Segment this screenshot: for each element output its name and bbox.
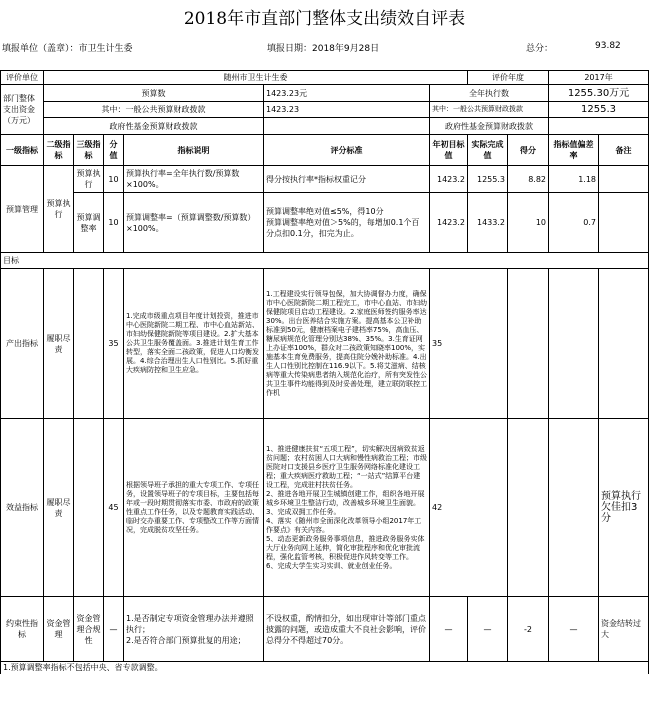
desc-cell: 预算调整率=（预算调整数/预算数）×100%。	[124, 193, 264, 253]
actual-cell: 1255.3	[468, 166, 508, 193]
level3-cell: 预算调整率	[74, 193, 104, 253]
fill-unit: 填报单位（盖章）：市卫生计生委	[2, 44, 133, 54]
got-cell: 8.82	[508, 166, 549, 193]
exec-gov-label: 政府性基金预算财政拨款	[430, 118, 549, 135]
level2-budget-exec: 预算执行	[44, 166, 74, 253]
table-row	[1, 597, 649, 662]
level3-effect	[74, 419, 104, 597]
header-note: 备注	[599, 135, 649, 166]
exec-label: 全年执行数	[430, 85, 549, 102]
level3-cell: 预算执行	[74, 166, 104, 193]
desc-cell: 根据领导班子承担的重大专项工作、专项任务，设置领导班子的专项目标，主要包括每年或一段时期贯彻落实市委、市政府的政策性重点工作任务，以及专题教育实践活动、临时交办重要工作、专项整改工作等方面情况，完成脱贫攻坚任务。	[124, 419, 264, 597]
goal-label: 目标	[1, 253, 649, 269]
budget-label: 预算数	[44, 85, 264, 102]
level1-effect: 效益指标	[1, 419, 44, 597]
level2-output: 履职尽责	[44, 269, 74, 419]
header-deviation: 指标值偏差率	[549, 135, 599, 166]
evaluation-table	[0, 70, 649, 674]
level3-output	[74, 269, 104, 419]
got-cell: -2	[508, 597, 549, 662]
gov-fund-label: 政府性基金预算财政拨款	[44, 118, 264, 135]
actual-cell: —	[468, 597, 508, 662]
score-cell: 10	[104, 193, 124, 253]
score-cell: 10	[104, 166, 124, 193]
target-cell: 1423.2	[430, 193, 468, 253]
exec-value: 1255.30万元	[549, 85, 649, 102]
header-level3: 三级指标	[74, 135, 104, 166]
target-cell: 1423.2	[430, 166, 468, 193]
header-level2: 二级指标	[44, 135, 74, 166]
deviation-cell	[549, 419, 599, 597]
level2-effect: 履职尽责	[44, 419, 74, 597]
note-cell: 资金结转过大	[599, 597, 649, 662]
eval-year-value: 2017年	[549, 71, 649, 85]
desc-cell: 1.完成市级重点项目年度计划投资，推进市中心医院新院二期工程、市中心血站新站、市妇幼保健院新院等项目建设。2.扩大基本公共卫生服务覆盖面。3.推进计划生育工作转型，落实全面二孩政策，促进人口均衡发展。4.综合治理出生人口性别比。5.抓好重大疾病防控和卫生应急。	[124, 269, 264, 419]
header-level1: 一级指标	[1, 135, 44, 166]
eval-year-label: 评价年度	[468, 71, 549, 85]
note-cell	[599, 269, 649, 419]
exec-gov-value	[549, 118, 649, 135]
standard-cell: 预算调整率绝对值≤5%，得10分 预算调整率绝对值＞5%的，每增加0.1个百分点扣0.1分，扣完为止。	[264, 193, 430, 253]
got-cell	[508, 419, 549, 597]
target-cell: —	[430, 597, 468, 662]
eval-unit-label: 评价单位	[1, 71, 44, 85]
header-score: 分值	[104, 135, 124, 166]
deviation-cell: —	[549, 597, 599, 662]
standard-cell: 不设权重，酌情扣分，如出现审计等部门重点披露的问题，或造成重大不良社会影响，评价总得分不得超过70分。	[264, 597, 430, 662]
actual-cell: 1433.2	[468, 193, 508, 253]
header-target: 年初目标值	[430, 135, 468, 166]
header-actual: 实际完成值	[468, 135, 508, 166]
level3-constraint: 资金管理合规性	[74, 597, 104, 662]
exec-general-label: 其中：一般公共预算财政拨款	[430, 102, 549, 118]
note-cell	[599, 193, 649, 253]
level1-constraint: 约束性指标	[1, 597, 44, 662]
general-budget-label: 其中：一般公共预算财政拨款	[44, 102, 264, 118]
note-cell: 预算执行欠佳扣3分	[599, 419, 649, 597]
header-got: 得分	[508, 135, 549, 166]
form-title: 2018年市直部门整体支出绩效自评表	[183, 9, 466, 29]
score-cell: —	[104, 597, 124, 662]
total-score-value: 93.82	[595, 41, 621, 51]
table-row	[1, 166, 649, 193]
exec-general-value: 1255.3	[549, 102, 649, 118]
level2-constraint: 资金管理	[44, 597, 74, 662]
deviation-cell: 1.18	[549, 166, 599, 193]
fill-date: 填报日期：2018年9月28日	[267, 44, 380, 54]
level1-budget-mgmt: 预算管理	[1, 166, 44, 253]
score-cell: 45	[104, 419, 124, 597]
desc-cell: 1.是否制定专项资金管理办法并遵照执行； 2.是否符合部门预算批复的用途；	[124, 597, 264, 662]
score-cell: 35	[104, 269, 124, 419]
eval-unit-value: 随州市卫生计生委	[44, 71, 468, 85]
got-cell	[508, 269, 549, 419]
actual-cell: 42	[430, 419, 508, 597]
table-row	[1, 419, 649, 597]
deviation-cell: 0.7	[549, 193, 599, 253]
total-score-label: 总分：	[526, 44, 554, 54]
footnote: 1.预算调整率指标不包括中央、省专款调整。	[1, 662, 649, 674]
header-standard: 评分标准	[264, 135, 430, 166]
funds-label: 部门整体支出资金（万元）	[1, 85, 44, 135]
note-cell	[599, 166, 649, 193]
budget-value: 1423.23元	[264, 85, 430, 102]
gov-fund-value	[264, 118, 430, 135]
desc-cell: 预算执行率=全年执行数/预算数×100%。	[124, 166, 264, 193]
level1-output: 产出指标	[1, 269, 44, 419]
actual-cell: 35	[430, 269, 508, 419]
general-budget-value: 1423.23	[264, 102, 430, 118]
got-cell: 10	[508, 193, 549, 253]
standard-cell: 1.工程建设实行领导包保，加大协调督办力度，确保市中心医院新院二期工程完工，市中心血站、市妇幼保健院项目启动工程建设。2.家庭医师签约服务率达30%。出台医养结合实施方案。提高基本公卫补助标准到50元，健康档案电子建档率75%，高血压、糖尿病规范化管理分别达38%、35%。3.生育证网上办证率100%，群众对二孩政策知晓率100%，实施基本生育免费服务，提高住院分娩补助标准。4.出生人口性别比控制在116.9以下。5.将艾滋病、结核病等重大传染病患者纳入规范化治疗，所有突发性公共卫生事件均能得到及时妥善处理，建立联防联控工作机	[264, 269, 430, 419]
table-row	[1, 269, 649, 419]
header-desc: 指标说明	[124, 135, 264, 166]
table-row	[1, 193, 649, 253]
standard-cell: 得分按执行率*指标权重记分	[264, 166, 430, 193]
deviation-cell	[549, 269, 599, 419]
standard-cell: 1、推进健康扶贫“五项工程”，切实解决因病致贫返贫问题；农村贫困人口大病和慢性病救治工程；市级医院对口支援县乡医疗卫生服务网络标准化建设工程；重大疾病医疗救助工程；“一站式”结算平台建设工程，完成驻村扶贫任务。 2、推进各地开展卫生城镇创建工作，组织各地开展城乡环境卫生整洁行动，改善城乡环境卫生面貌。 3、完成双拥工作任务。 4、落实《随州市全面深化改革领导小组2017年工作要点》有关内容。 5、动态更新政务服务事项信息，推进政务服务实体大厅业务向网上延伸，简化审批程序和优化审批流程，强化监管考核，积极促进作风转变等工作。 6、完成大学生实习实训、就业创业任务。	[264, 419, 430, 597]
